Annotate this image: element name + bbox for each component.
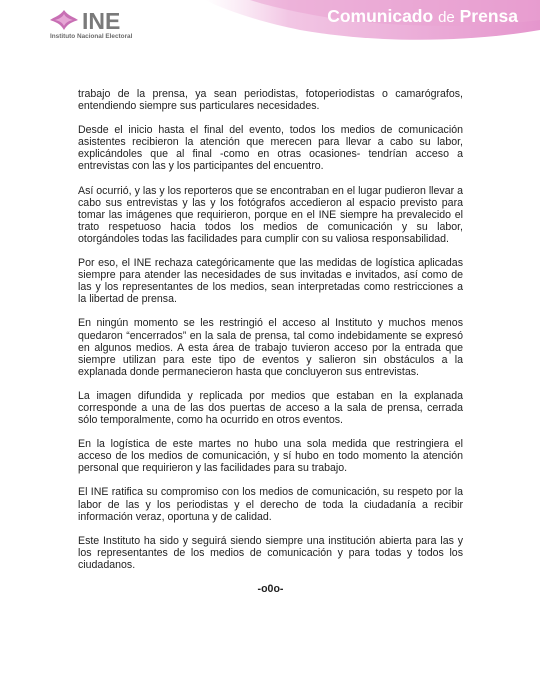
press-release-body (78, 88, 463, 595)
paragraph: Por eso, el INE rechaza categóricamente que las medidas de logística aplicadas siempre para atender las necesidades de sus invitadas e invitados, así como de las y los representantes de los medios, sean interpretadas como restricciones a la libertad de prensa. (78, 257, 463, 306)
ine-flower-icon (48, 8, 80, 34)
banner-title (327, 6, 518, 27)
paragraph: En la logística de este martes no hubo una sola medida que restringiera el acceso de los medios de comunicación, y sí hubo en todo momento la atención personal que requirieron y las facilidades para su trabajo. (78, 438, 463, 475)
page-header (0, 0, 540, 60)
paragraph: Desde el inicio hasta el final del evento, todos los medios de comunicación asistentes recibieron la atención que merecen para llevar a cabo su labor, explicándoles que al final -como en otras ocasiones- tendrían acceso a entrevistas con las y los participantes del encuentro. (78, 124, 463, 173)
paragraph: La imagen difundida y replicada por medios que estaban en la explanada corresponde a una de las dos puertas de acceso a la sala de prensa, cerrada sólo temporalmente, como ha ocurrido en otros eventos. (78, 389, 463, 427)
paragraph: trabajo de la prensa, ya sean periodistas, fotoperiodistas o camarógrafos, entendiendo siempre sus particulares necesidades. (78, 88, 463, 113)
paragraph: Así ocurrió, y las y los reporteros que se encontraban en el lugar pudieron llevar a cabo sus entrevistas y las y los fotógrafos accedieron al espacio previsto para tomar las imágenes que requirieron, porque en el INE siempre ha prevalecido el trato respetuoso hacia todos los medios de comunicación y su labor, otorgándoles todas las facilidades para cumplir con su valiosa responsabilidad. (78, 184, 463, 245)
banner-title-de: de (438, 9, 455, 26)
signoff: -o0o- (257, 583, 284, 595)
paragraph: Este Instituto ha sido y seguirá siendo siempre una institución abierta para las y los representantes de los medios de comunicación y para todas y todos los ciudadanos. (78, 534, 463, 571)
logo-subtitle: Instituto Nacional Electoral (50, 33, 133, 40)
logo-wordmark: INE (82, 8, 121, 34)
paragraph: En ningún momento se les restringió el acceso al Instituto y muchos menos quedaron “encerrados” en la sala de prensa, tal como indebidamente se expresó en algunos medios. A esta área de trabajo tuvieron acceso por la entrada que siempre utilizan para este tipo de eventos y salieron sin obstáculos a la explanada donde permanecieron hasta que concluyeron sus entrevistas. (78, 317, 463, 378)
banner-title-word-1: Comunicado (327, 6, 434, 26)
ine-logo (48, 6, 198, 40)
paragraph: El INE ratifica su compromiso con los medios de comunicación, su respeto por la labor de las y los periodistas y el derecho de toda la ciudadanía a recibir información veraz, oportuna y de calidad. (78, 486, 463, 523)
banner-title-word-2: Prensa (459, 6, 518, 26)
